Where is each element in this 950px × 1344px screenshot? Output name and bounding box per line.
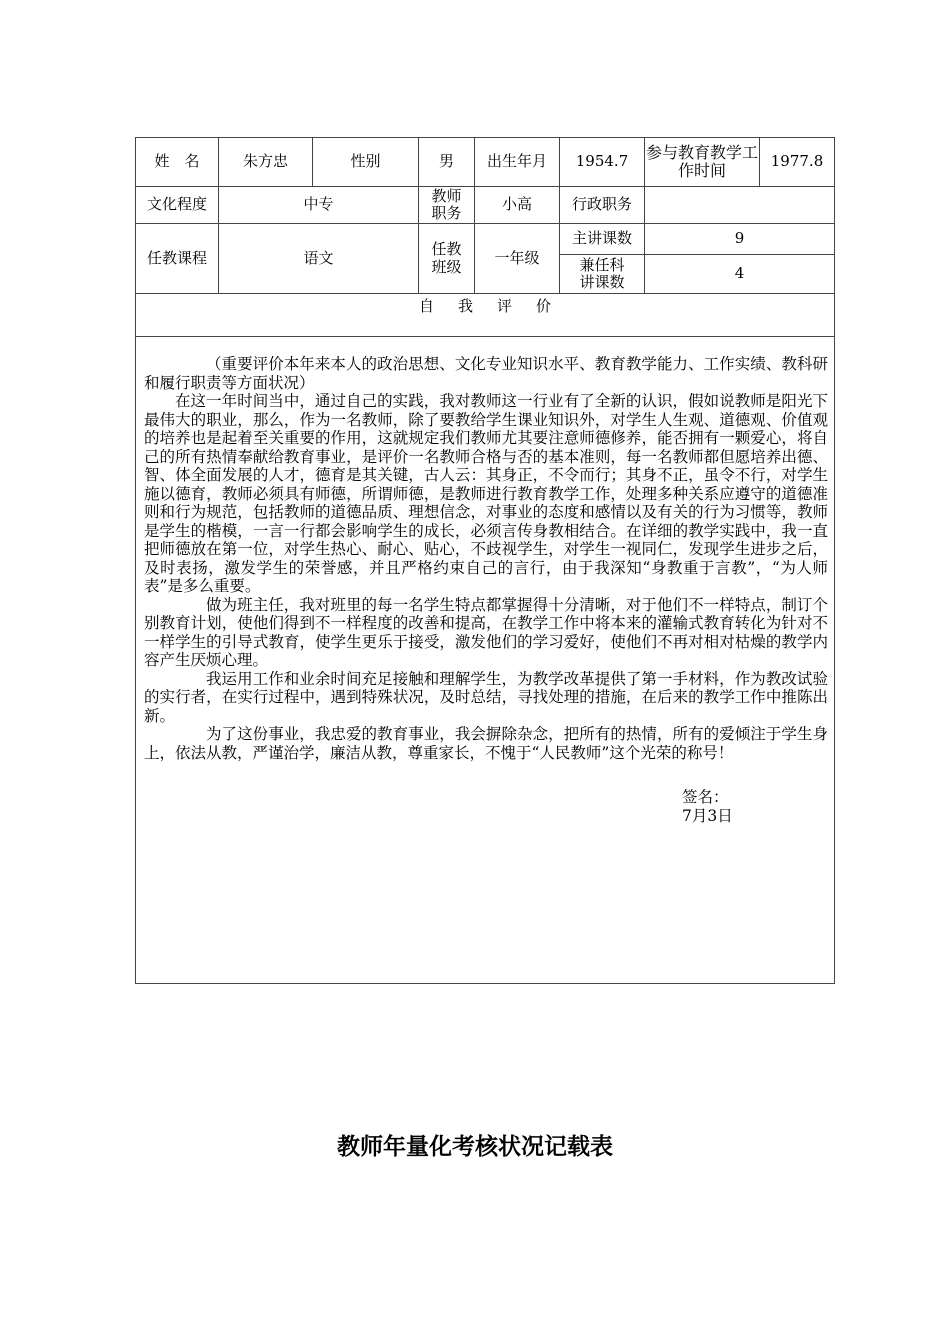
class-value: 一年级	[475, 224, 560, 294]
main-hours-label: 主讲课数	[560, 224, 645, 255]
page-title: 教师年量化考核状况记载表	[337, 1134, 613, 1160]
other-hours-label: 兼任科讲课数	[560, 255, 645, 294]
birth-label: 出生年月	[475, 138, 560, 187]
name-label: 姓 名	[136, 138, 219, 187]
work-start-value: 1977.8	[760, 138, 835, 187]
work-start-label: 参与教育教学工作时间	[645, 138, 760, 187]
self-eval-heading: 自 我 评 价	[136, 294, 835, 337]
eval-paragraph: 为了这份事业，我忠爱的教育事业，我会摒除杂念，把所有的热情，所有的爱倾注于学生身上，依法从教，严谨治学，廉洁从教，尊重家长，不愧于“人民教师”这个光荣的称号！	[144, 725, 828, 762]
signature-date: 7月3日	[682, 806, 733, 825]
gender-value: 男	[419, 138, 475, 187]
name-value: 朱方忠	[219, 138, 313, 187]
signature-label: 签名：	[682, 788, 729, 806]
education-value: 中专	[219, 187, 419, 224]
admin-position-label: 行政职务	[560, 187, 645, 224]
other-hours-value: 4	[645, 255, 835, 294]
eval-paragraph: 做为班主任，我对班里的每一名学生特点都掌握得十分清晰，对于他们不一样特点，制订个别教育计划，使他们得到不一样程度的改善和提高，在教学工作中将本来的灌输式教育转化为针对不一样学生的引导式教育，使学生更乐于接受，激发他们的学习爱好，使他们不再对相对枯燥的教学内容产生厌烦心理。	[144, 595, 828, 669]
eval-paragraph: 在这一年时间当中，通过自己的实践，我对教师这一行业有了全新的认识，假如说教师是阳光下最伟大的职业，那么，作为一名教师，除了要教给学生课业知识外，对学生人生观、道德观、价值观的培养也是起着至关重要的作用，这就规定我们教师尤其要注意师德修养，能否拥有一颗爱心，将自己的所有热情奉献给教育事业，是评价一名教师合格与否的基本准则，每一名教师都但愿培养出德、智、体全面发展的人才，德育是其关键，古人云：其身正，不令而行；其身不正，虽令不行，对学生施以德育，教师必须具有师德，所谓师德，是教师进行教育教学工作，处理多种关系应遵守的道德准则和行为规范，包括教师的道德品质、理想信念，对事业的态度和感情以及有关的行为习惯等，教师是学生的楷模，一言一行都会影响学生的成长，必须言传身教相结合。在详细的教学实践中，我一直把师德放在第一位，对学生热心、耐心、贴心，不歧视学生，对学生一视同仁，发现学生进步之后，及时表扬，激发学生的荣誉感，并且严格约束自己的言行，由于我深知“身教重于言教”，“为人师表”是多么重要。	[144, 392, 828, 595]
gender-label: 性别	[313, 138, 419, 187]
teacher-info-table	[135, 137, 835, 984]
signature-block	[682, 788, 828, 825]
teacher-title-value: 小高	[475, 187, 560, 224]
course-label: 任教课程	[136, 224, 219, 294]
birth-value: 1954.7	[560, 138, 645, 187]
teacher-title-label: 教师职务	[419, 187, 475, 224]
class-label: 任教班级	[419, 224, 475, 294]
eval-paragraph: 我运用工作和业余时间充足接触和理解学生，为教学改革提供了第一手材料，作为教改试验的实行者，在实行过程中，遇到特殊状况，及时总结，寻找处理的措施，在后来的教学工作中推陈出新。	[144, 669, 828, 725]
main-hours-value: 9	[645, 224, 835, 255]
admin-position-value	[645, 187, 835, 224]
self-eval-body	[136, 337, 835, 984]
course-value: 语文	[219, 224, 419, 294]
eval-instruction: （重要评价本年来本人的政治思想、文化专业知识水平、教育教学能力、工作实绩、教科研和履行职责等方面状况）	[144, 355, 828, 392]
education-label: 文化程度	[136, 187, 219, 224]
